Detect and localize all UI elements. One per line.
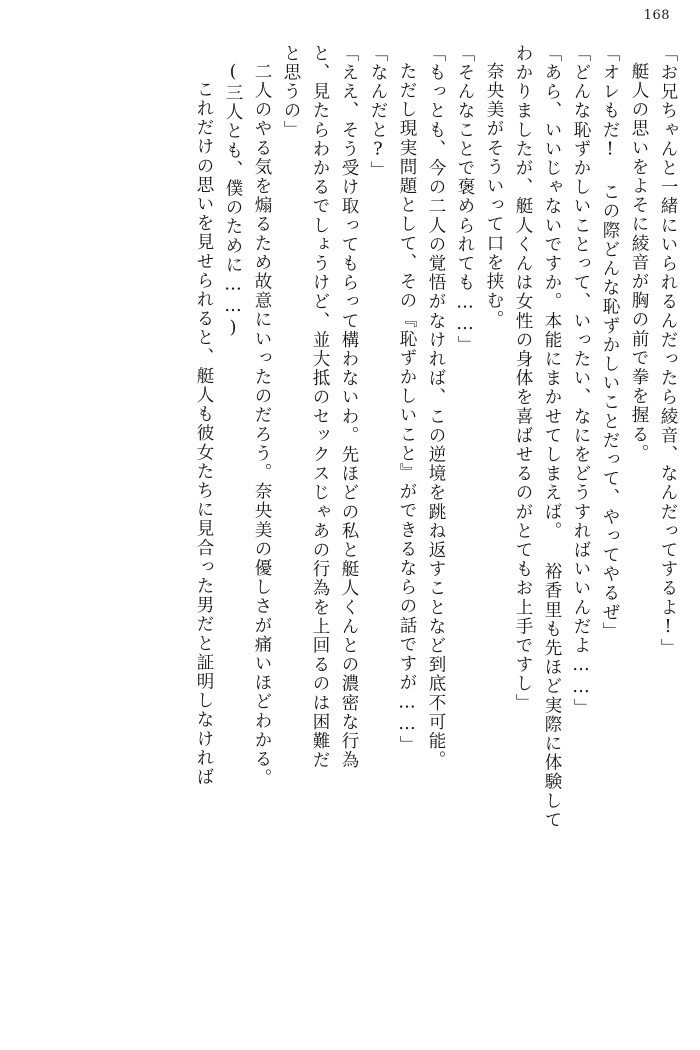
vertical-text-body bbox=[40, 44, 676, 1020]
page-number: 168 bbox=[643, 8, 670, 23]
text-line: (三人とも、僕のために……) bbox=[223, 62, 243, 340]
text-line: 「なんだと?」 bbox=[368, 44, 388, 181]
text-line: 奈央美がそういって口を挟む。 bbox=[484, 62, 504, 330]
text-line: 「そんなことで褒められても……」 bbox=[455, 44, 475, 355]
text-line: 「もっとも、今の二人の覚悟がなければ、この逆境を跳ね返すことなど到底不可能。 bbox=[426, 44, 446, 770]
text-line: 「お兄ちゃんと一緒にいられるんだったら綾音、なんだってするよ!」 bbox=[658, 44, 678, 658]
text-line: と、見たらわかるでしょうけど、並大抵のセックスじゃあの行為を上回るのは困難だ bbox=[310, 44, 330, 770]
text-line: 「ええ、そう受け取ってもらって構わないわ。先ほどの私と艇人くんとの濃密な行為 bbox=[339, 44, 359, 770]
text-line: 「オレもだ! この際どんな恥ずかしいことだって、やってやるぜ」 bbox=[600, 44, 620, 642]
text-line: 「あら、いいじゃないですか。本能にまかせてしまえば。 裕香里も先ほど実際に体験して bbox=[542, 44, 562, 830]
text-line: と思うの」 bbox=[281, 44, 301, 140]
text-line: 艇人の思いをよそに綾音が胸の前で拳を握る。 bbox=[629, 62, 649, 464]
text-line: これだけの思いを見せられると、艇人も彼女たちに見合った男だと証明しなければ bbox=[194, 80, 214, 787]
text-line: わかりましたが、艇人くんは女性の身体を喜ばせるのがとてもお上手ですし」 bbox=[513, 44, 533, 713]
text-line: 二人のやる気を煽るため故意にいったのだろう。奈央美の優しさが痛いほどわかる。 bbox=[252, 62, 272, 788]
text-line: ただし現実問題として、その『恥ずかしいこと』ができるならの話ですが……」 bbox=[397, 62, 417, 755]
text-line: 「どんな恥ずかしいことって、いったい、なにをどうすればいいんだよ……」 bbox=[571, 44, 591, 718]
